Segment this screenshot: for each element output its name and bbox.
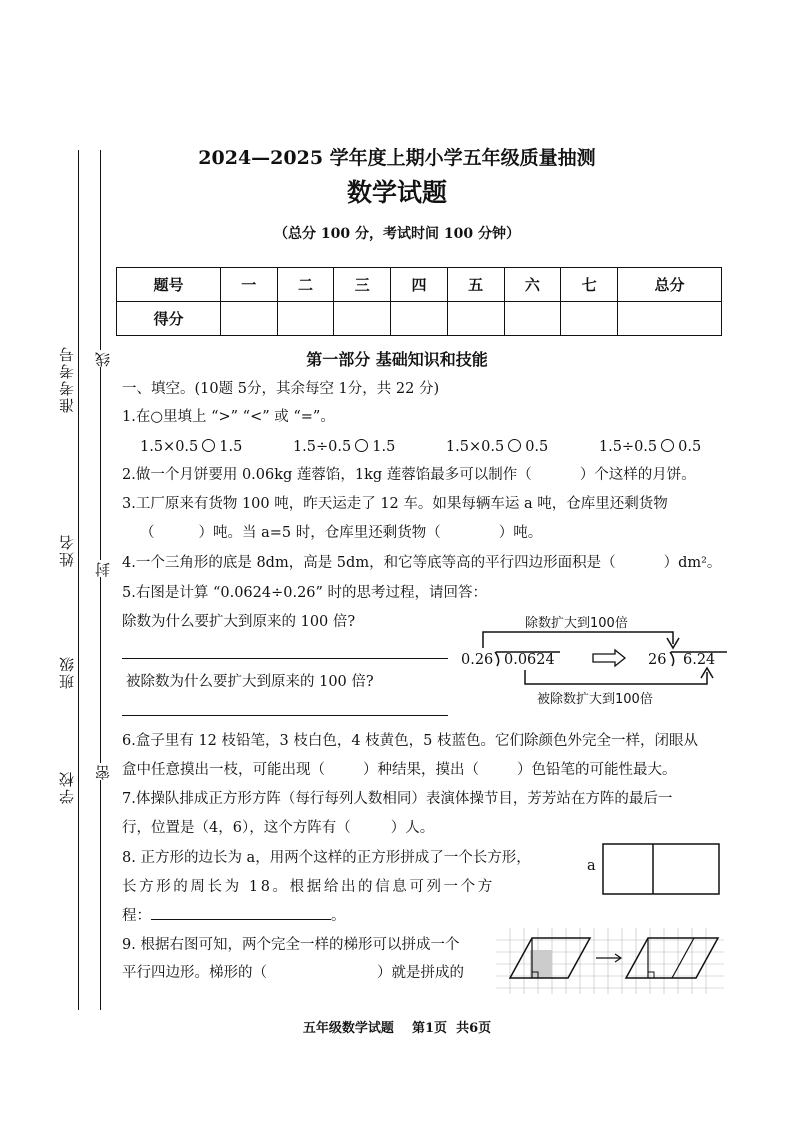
score-input-cell[interactable]: [617, 302, 721, 336]
compare-circle[interactable]: [508, 439, 521, 452]
fig-dividend-1: 0.0624: [504, 652, 555, 668]
score-cell-q7: 七: [561, 268, 618, 302]
compare-circle[interactable]: [202, 439, 215, 452]
exam-title: 2024—2025 学年度上期小学五年级质量抽测: [198, 147, 596, 169]
score-cell-q5: 五: [447, 268, 504, 302]
q8-line3: 程： 。: [122, 905, 346, 926]
q9-trapezoid-figure: [496, 928, 724, 994]
q6-line1: 6.盒子里有 12 枝铅笔，3 枝白色，4 枝黄色，5 枝蓝色。它们除颜色外完全一样，闭眼从: [122, 733, 699, 749]
q8-rectangle-figure: [602, 843, 722, 895]
score-cell-q6: 六: [504, 268, 561, 302]
score-cell-label: 题号: [117, 268, 221, 302]
q9-line2: 平行四边形。梯形的（ ）就是拼成的: [122, 965, 464, 981]
trapezoid-diagram: [496, 928, 724, 994]
page-footer: 五年级数学试题 第1页 共6页: [302, 1021, 492, 1036]
score-input-cell[interactable]: [391, 302, 448, 336]
fig-top-label: 除数扩大到100倍: [525, 616, 628, 631]
score-cell-q2: 二: [277, 268, 334, 302]
fig-bottom-label: 被除数扩大到100倍: [537, 692, 653, 707]
q8-side-label: a: [587, 858, 596, 874]
q2-text: 2.做一个月饼要用 0.06kg 莲蓉馅，1kg 莲蓉馅最多可以制作（ ）个这样的月饼。: [122, 467, 696, 483]
seal-char-line: 线: [94, 350, 112, 367]
q5-ask1: 除数为什么要扩大到原来的 100 倍?: [122, 614, 356, 630]
q5-text: 5.右图是计算 “0.0624÷0.26” 时的思考过程，请回答：: [122, 585, 488, 601]
subject-title: 数学试题: [346, 178, 447, 207]
q1-text: 1.在○里填上 “>” “<” 或 “=”。: [122, 409, 335, 425]
score-table-score-row: [117, 302, 722, 336]
score-input-cell[interactable]: [334, 302, 391, 336]
q5-answer-line-1[interactable]: [122, 658, 448, 659]
binding-line-outer: [78, 150, 79, 1010]
q1-items: [140, 437, 701, 457]
seal-char-seal: 封: [94, 560, 112, 577]
exam-number-label: 准考考号: [58, 345, 76, 413]
score-cell-q1: 一: [220, 268, 277, 302]
fig-divisor-2: 26: [648, 652, 667, 668]
q6-line2: 盒中任意摸出一枝，可能出现（ ）种结果，摸出（ ）色铅笔的可能性最大。: [122, 762, 677, 778]
q3-line2: （ ）吨。当 a=5 时，仓库里还剩货物（ ）吨。: [140, 525, 543, 541]
q4-text: 4.一个三角形的底是 8dm，高是 5dm，和它等底等高的平行四边形面积是（ ）dm²。: [122, 555, 722, 571]
score-table-header-row: [117, 268, 722, 302]
seal-char-secret: 密: [94, 763, 112, 780]
score-input-cell[interactable]: [504, 302, 561, 336]
score-cell-total: 总分: [617, 268, 721, 302]
q7-line2: 行，位置是（4，6），这个方阵有（ ）人。: [122, 820, 435, 836]
q1-item-3: 1.5×0.5 0.5: [445, 439, 549, 455]
class-label: 班级: [58, 655, 76, 689]
score-input-cell[interactable]: [220, 302, 277, 336]
fig-divisor-1: 0.26: [461, 652, 494, 668]
compare-circle[interactable]: [355, 439, 368, 452]
q1-item-4: 1.5÷0.5 0.5: [598, 439, 702, 455]
q3-line1: 3.工厂原来有货物 100 吨，昨天运走了 12 车。如果每辆车运 a 吨，仓库里还剩货物: [122, 496, 668, 512]
section1-heading: 一、填空。(10题 5分，其余每空 1分，共 22 分): [122, 381, 440, 397]
exam-info: （总分 100 分，考试时间 100 分钟）: [274, 226, 520, 242]
score-input-cell[interactable]: [277, 302, 334, 336]
q8-line2: 长方形的周长为 18。根据给出的信息可列一个方: [122, 879, 495, 895]
q7-line1: 7.体操队排成正方形方阵（每行每列人数相同）表演体操节目，芳芳站在方阵的最后一: [122, 791, 673, 807]
q5-answer-line-2[interactable]: [122, 715, 448, 716]
q1-item-2: 1.5÷0.5 1.5: [292, 439, 396, 455]
q1-item-1: 1.5×0.5 1.5: [140, 439, 243, 455]
name-label: 姓名: [58, 533, 76, 567]
q5-figure: [455, 608, 735, 708]
binding-line-inner: [100, 150, 101, 1010]
score-cell-q4: 四: [391, 268, 448, 302]
score-cell-q3: 三: [334, 268, 391, 302]
compare-circle[interactable]: [661, 439, 674, 452]
q8-equation-blank[interactable]: [151, 905, 331, 920]
q5-ask2: 被除数为什么要扩大到原来的 100 倍?: [126, 674, 374, 690]
score-table: [116, 267, 722, 336]
score-input-cell[interactable]: [447, 302, 504, 336]
score-input-cell[interactable]: [561, 302, 618, 336]
fig-dividend-2: 6.24: [683, 652, 716, 668]
school-label: 学校: [58, 770, 76, 804]
q9-line1: 9. 根据右图可知，两个完全一样的梯形可以拼成一个: [122, 937, 460, 953]
score-row-label: 得分: [117, 302, 221, 336]
two-squares-diagram: [602, 843, 722, 895]
q8-line1: 8. 正方形的边长为 a，用两个这样的正方形拼成了一个长方形，: [122, 850, 531, 866]
part1-title: 第一部分 基础知识和技能: [306, 350, 488, 369]
